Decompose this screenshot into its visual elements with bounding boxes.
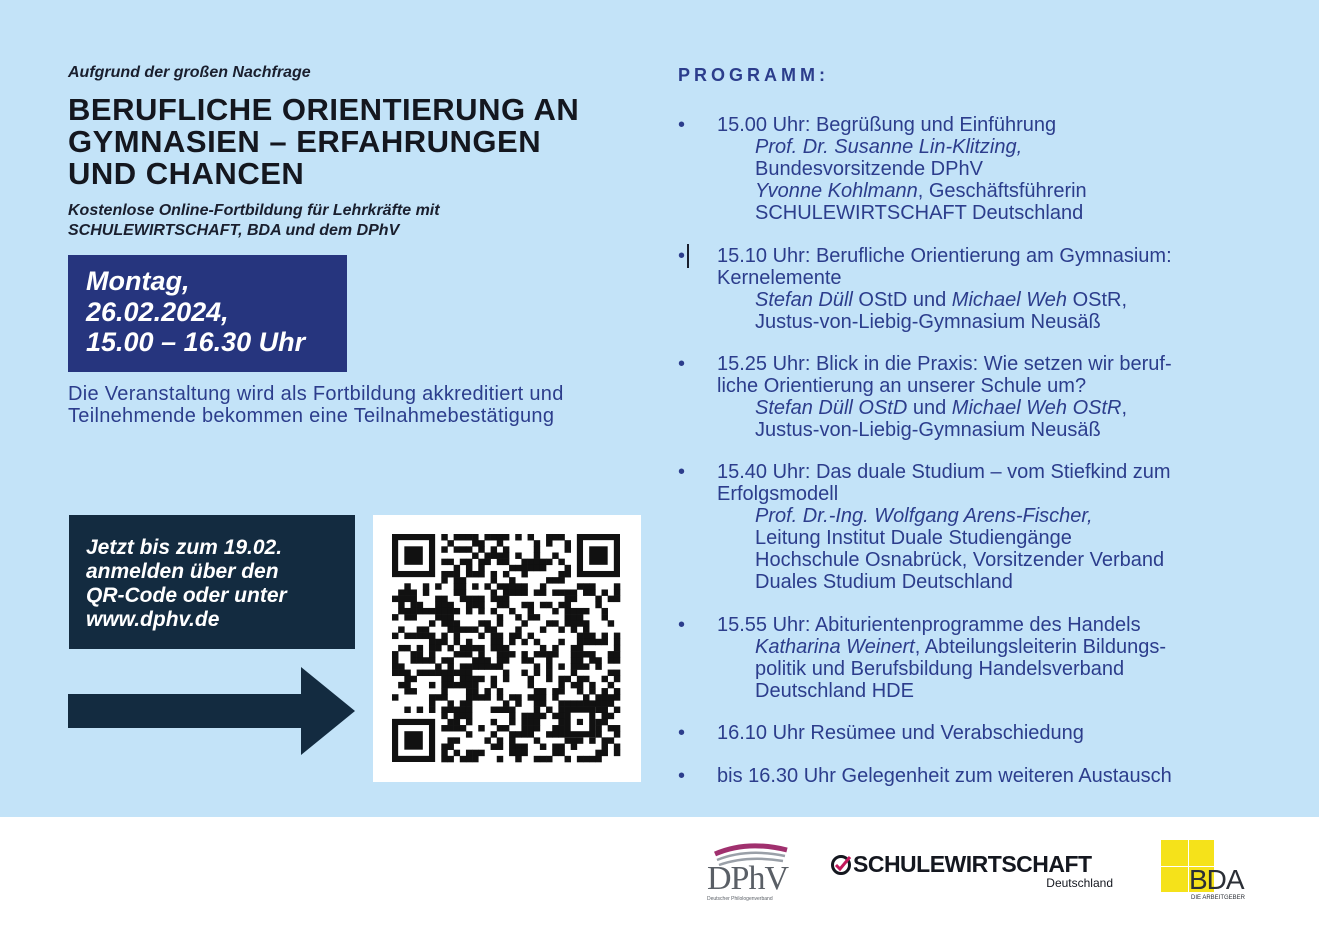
speaker-role: Deutschland HDE xyxy=(755,680,914,702)
speaker-name: Prof. Dr.-Ing. Wolfgang Arens-Fischer, xyxy=(755,505,1093,527)
kicker-text: Aufgrund der großen Nachfrage xyxy=(68,64,311,81)
speaker-name: Yvonne Kohlmann xyxy=(755,180,918,202)
title-line: UND CHANCEN xyxy=(68,156,305,191)
program-time-topic: bis 16.30 Uhr Gelegenheit zum weiteren Austausch xyxy=(717,765,1172,787)
registration-line: anmelden über den xyxy=(86,560,279,583)
arrow-right-icon xyxy=(68,667,356,757)
bullet-icon: • xyxy=(678,722,686,744)
bda-subtitle: DIE ARBEITGEBER xyxy=(1191,895,1246,901)
bda-wordmark: BDA xyxy=(1189,864,1244,895)
speaker-title: OStR, xyxy=(1067,289,1128,311)
bda-logo xyxy=(1161,840,1261,904)
speaker-name: Michael Weh OStR xyxy=(951,397,1122,419)
speaker-name: Katharina Weinert xyxy=(755,636,915,658)
program-time-topic: 15.25 Uhr: Blick in die Praxis: Wie setzen wir beruf- xyxy=(717,353,1172,375)
speaker-role: , Abteilungsleiterin Bildungs- xyxy=(914,636,1166,658)
bullet-icon: • xyxy=(678,461,686,483)
speaker-org: Justus-von-Liebig-Gymnasium Neusäß xyxy=(755,311,1101,333)
accreditation-note xyxy=(68,383,668,427)
program-time-topic: 15.40 Uhr: Das duale Studium – vom Stiefkind zum xyxy=(717,461,1171,483)
registration-line: Jetzt bis zum 19.02. xyxy=(86,536,283,559)
subtitle-line: Kostenlose Online-Fortbildung für Lehrkräfte mit xyxy=(68,202,440,219)
dphv-subtitle: Deutscher Philologenverband xyxy=(707,896,773,902)
registration-line: QR-Code oder unter xyxy=(86,584,287,607)
program-time-topic: 15.55 Uhr: Abiturientenprogramme des Handels xyxy=(717,614,1141,636)
speaker-join: , xyxy=(1121,397,1128,419)
dphv-logo xyxy=(703,838,793,902)
event-subtitle xyxy=(68,201,588,241)
speaker-join: und xyxy=(907,397,952,419)
registration-text xyxy=(86,536,351,632)
speaker-name: Stefan Düll xyxy=(755,289,853,311)
schulewirtschaft-subtitle: Deutschland xyxy=(1046,876,1113,890)
speaker-title: OStD und xyxy=(852,289,952,311)
date-line: 15.00 – 16.30 Uhr xyxy=(86,327,306,357)
title-line: BERUFLICHE ORIENTIERUNG AN xyxy=(68,92,580,127)
speaker-name: Prof. Dr. Susanne Lin-Klitzing, xyxy=(755,136,1023,158)
speaker-org: SCHULEWIRTSCHAFT Deutschland xyxy=(755,202,1084,224)
qr-code-card[interactable] xyxy=(373,515,641,782)
speaker-role: politik und Berufsbildung Handelsverband xyxy=(755,658,1125,680)
title-line: GYMNASIEN – ERFAHRUNGEN xyxy=(68,124,542,159)
date-line: 26.02.2024, xyxy=(86,297,229,327)
bullet-icon: • xyxy=(678,765,686,787)
program-time-topic: liche Orientierung an unserer Schule um? xyxy=(717,375,1087,397)
bullet-icon: • xyxy=(678,353,686,375)
schulewirtschaft-wordmark: SCHULEWIRTSCHAFT xyxy=(853,851,1092,877)
program-time-topic: 15.10 Uhr: Berufliche Orientierung am Gymnasium: xyxy=(717,245,1172,267)
program-time-topic: Kernelemente xyxy=(717,267,842,289)
check-circle-icon xyxy=(830,854,852,876)
dphv-wordmark: DPhV xyxy=(707,860,789,897)
date-box xyxy=(68,255,347,372)
accreditation-line: Teilnehmende bekommen eine Teilnahmebestätigung xyxy=(68,405,555,427)
program-heading: PROGRAMM: xyxy=(678,65,829,85)
accreditation-line: Die Veranstaltung wird als Fortbildung akkreditiert und xyxy=(68,383,564,405)
speaker-role: Leitung Institut Duale Studiengänge xyxy=(755,527,1072,549)
program-time-topic: 15.00 Uhr: Begrüßung und Einführung xyxy=(717,114,1057,136)
bullet-icon: • xyxy=(678,614,686,636)
schulewirtschaft-logo xyxy=(830,852,1115,892)
speaker-name: Michael Weh xyxy=(951,289,1068,311)
registration-box xyxy=(69,515,355,649)
registration-url[interactable]: www.dphv.de xyxy=(86,608,220,631)
speaker-org: Justus-von-Liebig-Gymnasium Neusäß xyxy=(755,419,1101,441)
bullet-icon: • xyxy=(678,114,686,136)
subtitle-line: SCHULEWIRTSCHAFT, BDA und dem DPhV xyxy=(68,222,400,239)
logo-footer xyxy=(0,817,1319,934)
qr-code-icon[interactable] xyxy=(373,515,641,782)
program-time-topic: Erfolgsmodell xyxy=(717,483,839,505)
speaker-role: Hochschule Osnabrück, Vorsitzender Verband xyxy=(755,549,1165,571)
speaker-role: Duales Studium Deutschland xyxy=(755,571,1013,593)
program-time-topic: 16.10 Uhr Resümee und Verabschiedung xyxy=(717,722,1084,744)
speaker-name: Stefan Düll OStD xyxy=(755,397,908,419)
event-title xyxy=(68,94,628,190)
speaker-role: Bundesvorsitzende DPhV xyxy=(755,158,983,180)
date-line: Montag, xyxy=(86,266,190,296)
speaker-role: , Geschäftsführerin xyxy=(917,180,1087,202)
bullet-icon: • xyxy=(678,245,686,267)
